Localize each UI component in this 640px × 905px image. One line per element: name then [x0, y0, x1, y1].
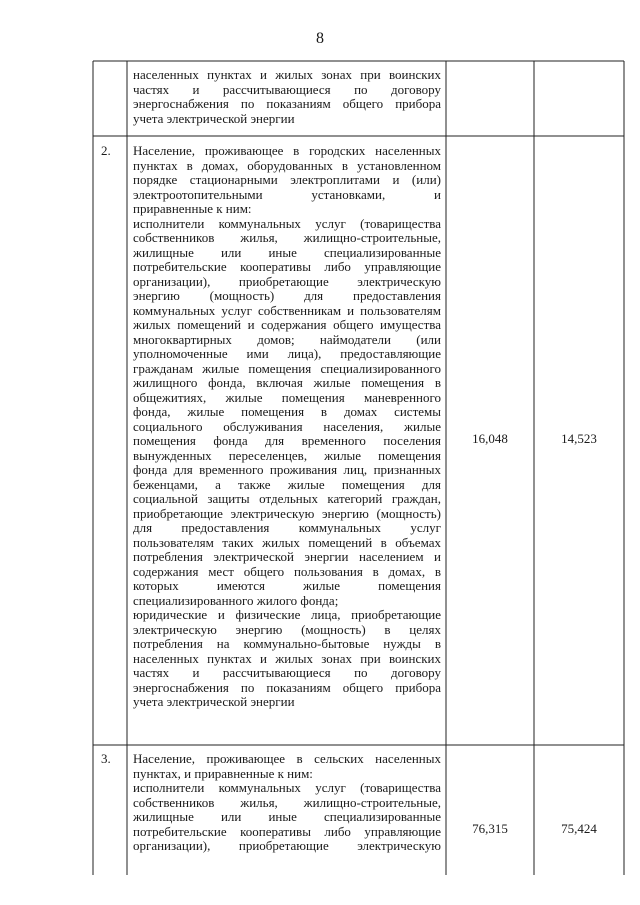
row-text-line: потребления электрической энергии населением и — [133, 549, 441, 564]
row-text-line: коммунальных услуг собственникам и пользователям — [133, 302, 441, 318]
row-text-line: жилищные или иные специализированные — [133, 244, 441, 260]
row-text-line: порядке стационарными электроплитами и (или) — [133, 172, 441, 187]
row-text-line: Население, проживающее в сельских населенных — [133, 751, 441, 766]
row-text-line: общежитиях, жилые помещения маневренного — [133, 389, 441, 405]
row-text-line: пунктах в домах, оборудованных в установленном — [133, 157, 441, 173]
row-text-line: исполнители коммунальных услуг (товарищества — [133, 780, 441, 795]
row-text-line: жилищные или иные специализированные — [133, 809, 441, 824]
row-text-line: учета электрической энергии — [133, 110, 295, 126]
row-text-line: организации), приобретающие электрическую — [133, 838, 441, 853]
row-text-line: приравненные к ним: — [133, 201, 252, 216]
row-value-1: 16,048 — [472, 431, 508, 446]
row-text-line: специализированного жилого фонда; — [133, 592, 339, 608]
row-text-line: жилищного фонда, включая жилые помещения в — [133, 375, 441, 390]
row-text-line: потребительские кооперативы либо управляющие — [133, 259, 441, 274]
row-text-line: населенных пунктах и жилых зонах при воинских — [133, 650, 441, 666]
row-text-line: электрическую энергию (мощность) в целях — [133, 621, 441, 637]
row-text-line: которых имеются жилые помещения — [133, 578, 441, 593]
table-row — [133, 752, 441, 854]
row-text-line: потребительские кооперативы либо управляющие — [133, 823, 441, 839]
row-value-2: 14,523 — [561, 431, 597, 446]
row-number: 2. — [101, 143, 111, 158]
row-text-line: приобретающие электрическую энергию (мощность) — [133, 505, 441, 521]
row-text-line: многоквартирных домов; наймодатели (или — [133, 331, 441, 347]
page-number: 8 — [316, 30, 324, 47]
row-text-line: энергию (мощность) для предоставления — [133, 288, 441, 303]
row-text-line: помещения фонда для временного поселения — [133, 433, 441, 448]
row-value-2: 75,424 — [561, 821, 597, 836]
row-text-line: частях и рассчитывающиеся по договору — [133, 81, 441, 97]
row-text-line: фонда, жилые помещения в домах системы — [133, 404, 441, 419]
row-text-line: организации), приобретающие электрическую — [133, 273, 441, 289]
row-text-line: учета электрической энергии — [133, 694, 295, 709]
row-text-line: собственников жилья, жилищно-строительные, — [133, 794, 441, 810]
row-text-line: энергоснабжения по показаниям общего прибора — [133, 679, 441, 695]
row-text-line: социального обслуживания населения, жилые — [133, 418, 441, 434]
row-text-line: частях и рассчитывающиеся по договору — [133, 665, 441, 680]
row-text-line: содержания мест общего пользования в домах, в — [133, 563, 441, 579]
row-text-line: уполномоченные ими лица), предоставляющие — [133, 346, 441, 361]
row-number: 3. — [101, 751, 111, 766]
table-row — [133, 144, 441, 710]
row-text-line: беженцами, а также жилые помещения для — [133, 476, 441, 492]
table-row — [133, 68, 441, 126]
row-text-line: вынужденных переселенцев, жилые помещения — [133, 447, 441, 463]
row-value-1: 76,315 — [472, 821, 508, 836]
row-text-line: фонда для временного проживания лиц, признанных — [133, 462, 441, 477]
row-text-line: социальной защиты отдельных категорий граждан, — [133, 491, 441, 506]
row-text-line: пунктах, и приравненные к ним: — [133, 765, 313, 781]
row-text-line: гражданам жилые помещения специализированного — [133, 360, 441, 376]
row-text-line: исполнители коммунальных услуг (товарищества — [133, 215, 441, 231]
row-text-line: юридические и физические лица, приобретающие — [133, 607, 441, 622]
row-text-line: энергоснабжения по показаниям общего прибора — [133, 96, 441, 111]
row-text-line: Население, проживающее в городских населенных — [133, 143, 441, 158]
row-text-line: потребления на коммунально-бытовые нужды в — [133, 636, 441, 651]
row-text-line: пользователям таких жилых помещений в объемах — [133, 534, 441, 550]
row-text-line: собственников жилья, жилищно-строительные, — [133, 230, 441, 245]
row-text-line: электроотопительными установками, и — [133, 186, 441, 202]
row-text-line: населенных пунктах и жилых зонах при воинских — [133, 67, 441, 82]
row-text-line: для предоставления коммунальных услуг — [133, 520, 441, 535]
row-text-line: жилых помещений и содержания общего имущества — [133, 317, 441, 332]
